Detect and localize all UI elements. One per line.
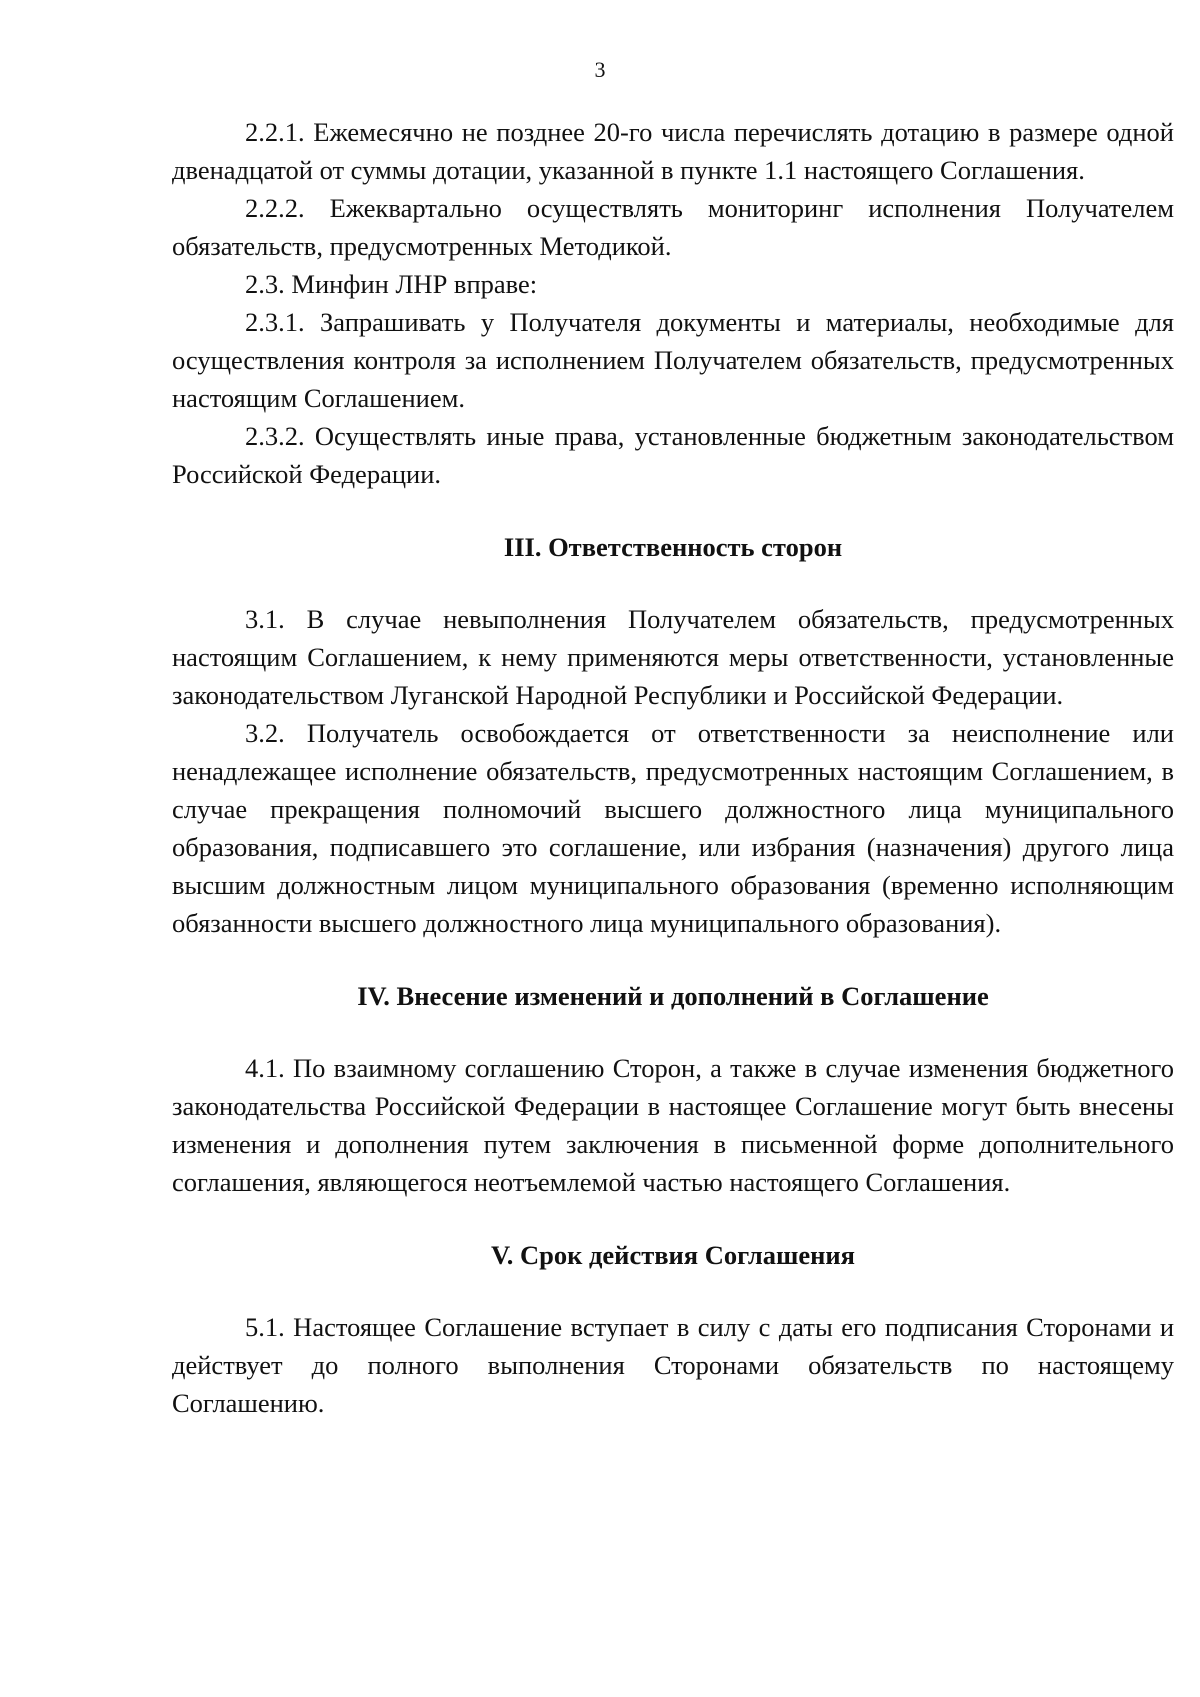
page-number: 3	[594, 57, 606, 82]
paragraph-5-1: 5.1. Настоящее Соглашение вступает в силу с даты его подписания Сторонами и действует до полного выполнения Сторонами обязательств по настоящему Соглашению.	[172, 1312, 1174, 1418]
paragraph-2-3-1: 2.3.1. Запрашивать у Получателя документы и материалы, необходимые для осуществления контроля за исполнением Получателем обязательств, предусмотренных настоящим Соглашением.	[172, 307, 1174, 413]
paragraph-4-1: 4.1. По взаимному соглашению Сторон, а также в случае изменения бюджетного законодательства Российской Федерации в настоящее Соглашение могут быть внесены изменения и дополнения путем заключения в письменной форме дополнительного соглашения, являющегося неотъемлемой частью настоящего Соглашения.	[172, 1053, 1174, 1197]
paragraph-2-3-2: 2.3.2. Осуществлять иные права, установленные бюджетным законодательством Российской Федерации.	[172, 421, 1174, 489]
paragraph-2-2-2: 2.2.2. Ежеквартально осуществлять мониторинг исполнения Получателем обязательств, предусмотренных Методикой.	[172, 193, 1174, 261]
paragraph-3-1: 3.1. В случае невыполнения Получателем обязательств, предусмотренных настоящим Соглашением, к нему применяются меры ответственности, установленные законодательством Луганской Народной Республики и Российской Федерации.	[172, 604, 1174, 710]
paragraph-2-3: 2.3. Минфин ЛНР вправе:	[245, 269, 538, 299]
paragraph-2-2-1: 2.2.1. Ежемесячно не позднее 20-го числа перечислять дотацию в размере одной двенадцатой от суммы дотации, указанной в пункте 1.1 настоящего Соглашения.	[172, 117, 1174, 185]
paragraph-3-2: 3.2. Получатель освобождается от ответственности за неисполнение или ненадлежащее исполнение обязательств, предусмотренных настоящим Соглашением, в случае прекращения полномочий высшего должностного лица муниципального образования, подписавшего это соглашение, или избрания (назначения) другого лица высшим должностным лицом муниципального образования (временно исполняющим обязанности высшего должностного лица муниципального образования).	[172, 718, 1174, 938]
section-4-heading: IV. Внесение изменений и дополнений в Соглашение	[357, 981, 989, 1011]
section-5-heading: V. Срок действия Соглашения	[491, 1240, 855, 1270]
document-body	[172, 113, 1174, 1422]
section-3-heading: III. Ответственность сторон	[503, 532, 843, 562]
